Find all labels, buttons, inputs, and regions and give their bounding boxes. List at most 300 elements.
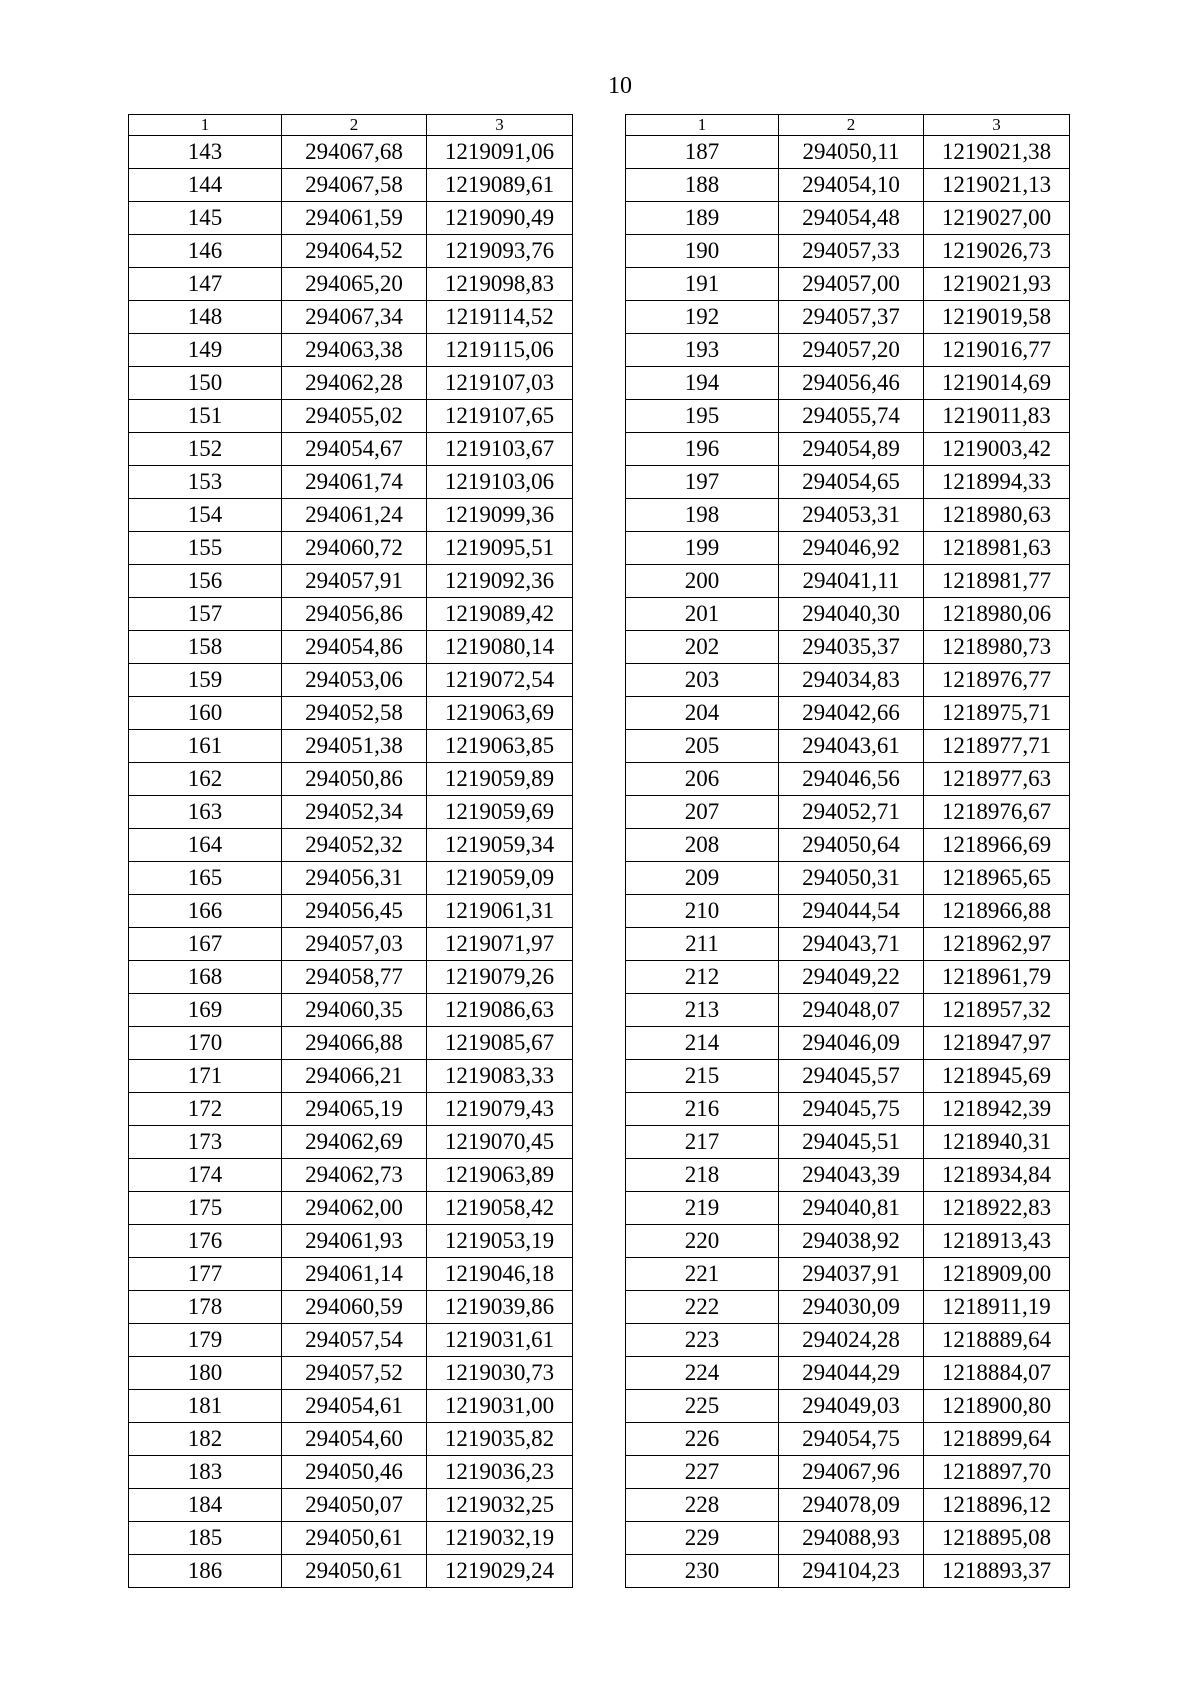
point-number-cell: 193 <box>626 334 779 367</box>
x-coordinate-cell: 294040,81 <box>779 1192 924 1225</box>
point-number-cell: 214 <box>626 1027 779 1060</box>
y-coordinate-cell: 1219095,51 <box>427 532 573 565</box>
point-number-cell: 199 <box>626 532 779 565</box>
table-row <box>129 1159 573 1192</box>
x-coordinate-cell: 294030,09 <box>779 1291 924 1324</box>
x-coordinate-cell: 294050,86 <box>282 763 427 796</box>
y-coordinate-cell: 1219090,49 <box>427 202 573 235</box>
x-coordinate-cell: 294024,28 <box>779 1324 924 1357</box>
table-row <box>129 829 573 862</box>
x-coordinate-cell: 294063,38 <box>282 334 427 367</box>
table-header-row <box>129 115 573 136</box>
x-coordinate-cell: 294067,34 <box>282 301 427 334</box>
x-coordinate-cell: 294046,92 <box>779 532 924 565</box>
point-number-cell: 221 <box>626 1258 779 1291</box>
y-coordinate-cell: 1219019,58 <box>924 301 1070 334</box>
y-coordinate-cell: 1218889,64 <box>924 1324 1070 1357</box>
table-row <box>626 136 1070 169</box>
table-row <box>626 829 1070 862</box>
y-coordinate-cell: 1219085,67 <box>427 1027 573 1060</box>
table-row <box>626 268 1070 301</box>
table-row <box>626 202 1070 235</box>
x-coordinate-cell: 294056,31 <box>282 862 427 895</box>
table-row <box>129 565 573 598</box>
x-coordinate-cell: 294055,74 <box>779 400 924 433</box>
y-coordinate-cell: 1218994,33 <box>924 466 1070 499</box>
x-coordinate-cell: 294034,83 <box>779 664 924 697</box>
table-row <box>129 1423 573 1456</box>
point-number-cell: 210 <box>626 895 779 928</box>
y-coordinate-cell: 1218961,79 <box>924 961 1070 994</box>
table-row <box>129 466 573 499</box>
table-row <box>626 928 1070 961</box>
table-row <box>129 367 573 400</box>
point-number-cell: 220 <box>626 1225 779 1258</box>
point-number-cell: 177 <box>129 1258 282 1291</box>
table-row <box>626 1423 1070 1456</box>
point-number-cell: 215 <box>626 1060 779 1093</box>
table-row <box>626 1555 1070 1588</box>
x-coordinate-cell: 294067,68 <box>282 136 427 169</box>
y-coordinate-cell: 1218965,65 <box>924 862 1070 895</box>
y-coordinate-cell: 1219021,13 <box>924 169 1070 202</box>
x-coordinate-cell: 294052,58 <box>282 697 427 730</box>
table-row <box>129 1489 573 1522</box>
y-coordinate-cell: 1218981,63 <box>924 532 1070 565</box>
x-coordinate-cell: 294055,02 <box>282 400 427 433</box>
point-number-cell: 219 <box>626 1192 779 1225</box>
y-coordinate-cell: 1219021,93 <box>924 268 1070 301</box>
x-coordinate-cell: 294104,23 <box>779 1555 924 1588</box>
y-coordinate-cell: 1218980,73 <box>924 631 1070 664</box>
x-coordinate-cell: 294064,52 <box>282 235 427 268</box>
table-row <box>626 862 1070 895</box>
point-number-cell: 171 <box>129 1060 282 1093</box>
table-row <box>626 1324 1070 1357</box>
x-coordinate-cell: 294040,30 <box>779 598 924 631</box>
point-number-cell: 209 <box>626 862 779 895</box>
y-coordinate-cell: 1218976,67 <box>924 796 1070 829</box>
table-row <box>626 763 1070 796</box>
table-row <box>626 1225 1070 1258</box>
table-row <box>626 697 1070 730</box>
y-coordinate-cell: 1218911,19 <box>924 1291 1070 1324</box>
y-coordinate-cell: 1219107,03 <box>427 367 573 400</box>
y-coordinate-cell: 1219059,69 <box>427 796 573 829</box>
point-number-cell: 187 <box>626 136 779 169</box>
y-coordinate-cell: 1219114,52 <box>427 301 573 334</box>
point-number-cell: 201 <box>626 598 779 631</box>
point-number-cell: 143 <box>129 136 282 169</box>
y-coordinate-cell: 1218945,69 <box>924 1060 1070 1093</box>
point-number-cell: 227 <box>626 1456 779 1489</box>
x-coordinate-cell: 294050,64 <box>779 829 924 862</box>
y-coordinate-cell: 1219011,83 <box>924 400 1070 433</box>
point-number-cell: 147 <box>129 268 282 301</box>
y-coordinate-cell: 1218980,06 <box>924 598 1070 631</box>
x-coordinate-cell: 294045,51 <box>779 1126 924 1159</box>
column-header-1: 1 <box>626 115 779 136</box>
point-number-cell: 189 <box>626 202 779 235</box>
y-coordinate-cell: 1219003,42 <box>924 433 1070 466</box>
point-number-cell: 162 <box>129 763 282 796</box>
x-coordinate-cell: 294057,37 <box>779 301 924 334</box>
x-coordinate-cell: 294054,60 <box>282 1423 427 1456</box>
point-number-cell: 217 <box>626 1126 779 1159</box>
point-number-cell: 225 <box>626 1390 779 1423</box>
point-number-cell: 213 <box>626 994 779 1027</box>
point-number-cell: 172 <box>129 1093 282 1126</box>
table-row <box>626 1159 1070 1192</box>
table-row <box>626 1291 1070 1324</box>
point-number-cell: 195 <box>626 400 779 433</box>
table-row <box>129 1027 573 1060</box>
x-coordinate-cell: 294062,00 <box>282 1192 427 1225</box>
x-coordinate-cell: 294061,74 <box>282 466 427 499</box>
table-row <box>626 994 1070 1027</box>
y-coordinate-cell: 1218975,71 <box>924 697 1070 730</box>
point-number-cell: 183 <box>129 1456 282 1489</box>
y-coordinate-cell: 1219035,82 <box>427 1423 573 1456</box>
x-coordinate-cell: 294066,21 <box>282 1060 427 1093</box>
point-number-cell: 169 <box>129 994 282 1027</box>
table-row <box>626 301 1070 334</box>
y-coordinate-cell: 1218977,63 <box>924 763 1070 796</box>
y-coordinate-cell: 1219026,73 <box>924 235 1070 268</box>
x-coordinate-cell: 294050,11 <box>779 136 924 169</box>
table-row <box>129 532 573 565</box>
table-row <box>129 631 573 664</box>
table-row <box>626 1126 1070 1159</box>
y-coordinate-cell: 1218977,71 <box>924 730 1070 763</box>
y-coordinate-cell: 1219063,89 <box>427 1159 573 1192</box>
y-coordinate-cell: 1218895,08 <box>924 1522 1070 1555</box>
point-number-cell: 186 <box>129 1555 282 1588</box>
table-row <box>129 235 573 268</box>
table-row <box>129 1093 573 1126</box>
table-row <box>129 1324 573 1357</box>
x-coordinate-cell: 294053,31 <box>779 499 924 532</box>
y-coordinate-cell: 1219093,76 <box>427 235 573 268</box>
point-number-cell: 200 <box>626 565 779 598</box>
table-row <box>129 136 573 169</box>
y-coordinate-cell: 1218934,84 <box>924 1159 1070 1192</box>
point-number-cell: 180 <box>129 1357 282 1390</box>
y-coordinate-cell: 1219039,86 <box>427 1291 573 1324</box>
column-header-3: 3 <box>427 115 573 136</box>
x-coordinate-cell: 294045,57 <box>779 1060 924 1093</box>
x-coordinate-cell: 294060,35 <box>282 994 427 1027</box>
point-number-cell: 212 <box>626 961 779 994</box>
point-number-cell: 148 <box>129 301 282 334</box>
y-coordinate-cell: 1219059,89 <box>427 763 573 796</box>
point-number-cell: 176 <box>129 1225 282 1258</box>
point-number-cell: 184 <box>129 1489 282 1522</box>
table-row <box>129 1126 573 1159</box>
y-coordinate-cell: 1219036,23 <box>427 1456 573 1489</box>
x-coordinate-cell: 294053,06 <box>282 664 427 697</box>
table-row <box>129 862 573 895</box>
y-coordinate-cell: 1219030,73 <box>427 1357 573 1390</box>
y-coordinate-cell: 1219091,06 <box>427 136 573 169</box>
table-row <box>129 895 573 928</box>
y-coordinate-cell: 1218947,97 <box>924 1027 1070 1060</box>
table-row <box>129 664 573 697</box>
y-coordinate-cell: 1219086,63 <box>427 994 573 1027</box>
y-coordinate-cell: 1219098,83 <box>427 268 573 301</box>
point-number-cell: 206 <box>626 763 779 796</box>
table-row <box>129 697 573 730</box>
y-coordinate-cell: 1219046,18 <box>427 1258 573 1291</box>
x-coordinate-cell: 294056,86 <box>282 598 427 631</box>
x-coordinate-cell: 294057,00 <box>779 268 924 301</box>
y-coordinate-cell: 1219099,36 <box>427 499 573 532</box>
y-coordinate-cell: 1218940,31 <box>924 1126 1070 1159</box>
x-coordinate-cell: 294050,61 <box>282 1522 427 1555</box>
x-coordinate-cell: 294037,91 <box>779 1258 924 1291</box>
x-coordinate-cell: 294050,61 <box>282 1555 427 1588</box>
y-coordinate-cell: 1219103,06 <box>427 466 573 499</box>
column-header-3: 3 <box>924 115 1070 136</box>
y-coordinate-cell: 1218896,12 <box>924 1489 1070 1522</box>
point-number-cell: 170 <box>129 1027 282 1060</box>
point-number-cell: 216 <box>626 1093 779 1126</box>
x-coordinate-cell: 294060,59 <box>282 1291 427 1324</box>
point-number-cell: 151 <box>129 400 282 433</box>
y-coordinate-cell: 1218893,37 <box>924 1555 1070 1588</box>
y-coordinate-cell: 1219092,36 <box>427 565 573 598</box>
table-row <box>129 1555 573 1588</box>
point-number-cell: 207 <box>626 796 779 829</box>
table-row <box>626 433 1070 466</box>
y-coordinate-cell: 1219053,19 <box>427 1225 573 1258</box>
x-coordinate-cell: 294057,52 <box>282 1357 427 1390</box>
x-coordinate-cell: 294057,91 <box>282 565 427 598</box>
point-number-cell: 194 <box>626 367 779 400</box>
table-row <box>129 598 573 631</box>
y-coordinate-cell: 1218884,07 <box>924 1357 1070 1390</box>
table-row <box>626 598 1070 631</box>
point-number-cell: 198 <box>626 499 779 532</box>
point-number-cell: 179 <box>129 1324 282 1357</box>
y-coordinate-cell: 1219061,31 <box>427 895 573 928</box>
table-row <box>626 631 1070 664</box>
point-number-cell: 202 <box>626 631 779 664</box>
y-coordinate-cell: 1218980,63 <box>924 499 1070 532</box>
x-coordinate-cell: 294066,88 <box>282 1027 427 1060</box>
x-coordinate-cell: 294052,34 <box>282 796 427 829</box>
x-coordinate-cell: 294065,20 <box>282 268 427 301</box>
table-row <box>626 235 1070 268</box>
x-coordinate-cell: 294057,54 <box>282 1324 427 1357</box>
x-coordinate-cell: 294056,45 <box>282 895 427 928</box>
table-row <box>129 169 573 202</box>
point-number-cell: 182 <box>129 1423 282 1456</box>
y-coordinate-cell: 1219103,67 <box>427 433 573 466</box>
table-row <box>129 1357 573 1390</box>
table-row <box>129 763 573 796</box>
x-coordinate-cell: 294043,71 <box>779 928 924 961</box>
table-row <box>129 1225 573 1258</box>
table-row <box>129 202 573 235</box>
point-number-cell: 228 <box>626 1489 779 1522</box>
y-coordinate-cell: 1219063,85 <box>427 730 573 763</box>
point-number-cell: 197 <box>626 466 779 499</box>
x-coordinate-cell: 294054,89 <box>779 433 924 466</box>
table-row <box>129 796 573 829</box>
table-row <box>626 499 1070 532</box>
x-coordinate-cell: 294052,71 <box>779 796 924 829</box>
x-coordinate-cell: 294058,77 <box>282 961 427 994</box>
table-row <box>626 367 1070 400</box>
x-coordinate-cell: 294088,93 <box>779 1522 924 1555</box>
point-number-cell: 157 <box>129 598 282 631</box>
point-number-cell: 230 <box>626 1555 779 1588</box>
column-header-1: 1 <box>129 115 282 136</box>
x-coordinate-cell: 294057,03 <box>282 928 427 961</box>
x-coordinate-cell: 294078,09 <box>779 1489 924 1522</box>
point-number-cell: 204 <box>626 697 779 730</box>
point-number-cell: 205 <box>626 730 779 763</box>
y-coordinate-cell: 1219016,77 <box>924 334 1070 367</box>
table-row <box>129 1522 573 1555</box>
table-row <box>129 1258 573 1291</box>
point-number-cell: 208 <box>626 829 779 862</box>
x-coordinate-cell: 294046,09 <box>779 1027 924 1060</box>
point-number-cell: 218 <box>626 1159 779 1192</box>
table-header-row <box>626 115 1070 136</box>
point-number-cell: 161 <box>129 730 282 763</box>
x-coordinate-cell: 294060,72 <box>282 532 427 565</box>
x-coordinate-cell: 294061,93 <box>282 1225 427 1258</box>
table-row <box>129 1456 573 1489</box>
x-coordinate-cell: 294062,28 <box>282 367 427 400</box>
point-number-cell: 223 <box>626 1324 779 1357</box>
x-coordinate-cell: 294043,61 <box>779 730 924 763</box>
x-coordinate-cell: 294042,66 <box>779 697 924 730</box>
table-row <box>626 730 1070 763</box>
table-row <box>626 961 1070 994</box>
x-coordinate-cell: 294045,75 <box>779 1093 924 1126</box>
column-header-2: 2 <box>779 115 924 136</box>
y-coordinate-cell: 1218897,70 <box>924 1456 1070 1489</box>
y-coordinate-cell: 1219072,54 <box>427 664 573 697</box>
y-coordinate-cell: 1219031,61 <box>427 1324 573 1357</box>
x-coordinate-cell: 294054,48 <box>779 202 924 235</box>
x-coordinate-cell: 294054,75 <box>779 1423 924 1456</box>
table-row <box>129 1291 573 1324</box>
point-number-cell: 154 <box>129 499 282 532</box>
point-number-cell: 164 <box>129 829 282 862</box>
y-coordinate-cell: 1219080,14 <box>427 631 573 664</box>
y-coordinate-cell: 1218966,69 <box>924 829 1070 862</box>
y-coordinate-cell: 1218966,88 <box>924 895 1070 928</box>
y-coordinate-cell: 1219014,69 <box>924 367 1070 400</box>
x-coordinate-cell: 294061,24 <box>282 499 427 532</box>
table-row <box>626 565 1070 598</box>
table-row <box>626 1192 1070 1225</box>
y-coordinate-cell: 1219029,24 <box>427 1555 573 1588</box>
x-coordinate-cell: 294035,37 <box>779 631 924 664</box>
y-coordinate-cell: 1218962,97 <box>924 928 1070 961</box>
table-row <box>129 1192 573 1225</box>
x-coordinate-cell: 294061,14 <box>282 1258 427 1291</box>
x-coordinate-cell: 294054,67 <box>282 433 427 466</box>
table-row <box>626 1456 1070 1489</box>
y-coordinate-cell: 1219071,97 <box>427 928 573 961</box>
y-coordinate-cell: 1219115,06 <box>427 334 573 367</box>
y-coordinate-cell: 1219089,61 <box>427 169 573 202</box>
table-row <box>129 433 573 466</box>
x-coordinate-cell: 294054,86 <box>282 631 427 664</box>
y-coordinate-cell: 1218981,77 <box>924 565 1070 598</box>
table-row <box>129 400 573 433</box>
table-row <box>626 895 1070 928</box>
column-header-2: 2 <box>282 115 427 136</box>
table-row <box>626 1258 1070 1291</box>
x-coordinate-cell: 294038,92 <box>779 1225 924 1258</box>
point-number-cell: 226 <box>626 1423 779 1456</box>
point-number-cell: 163 <box>129 796 282 829</box>
x-coordinate-cell: 294057,33 <box>779 235 924 268</box>
table-row <box>129 1390 573 1423</box>
table-row <box>626 1357 1070 1390</box>
point-number-cell: 156 <box>129 565 282 598</box>
x-coordinate-cell: 294065,19 <box>282 1093 427 1126</box>
y-coordinate-cell: 1219058,42 <box>427 1192 573 1225</box>
table-row <box>626 334 1070 367</box>
point-number-cell: 155 <box>129 532 282 565</box>
x-coordinate-cell: 294057,20 <box>779 334 924 367</box>
x-coordinate-cell: 294054,61 <box>282 1390 427 1423</box>
point-number-cell: 149 <box>129 334 282 367</box>
x-coordinate-cell: 294050,46 <box>282 1456 427 1489</box>
y-coordinate-cell: 1219079,26 <box>427 961 573 994</box>
x-coordinate-cell: 294054,10 <box>779 169 924 202</box>
y-coordinate-cell: 1219059,34 <box>427 829 573 862</box>
y-coordinate-cell: 1219083,33 <box>427 1060 573 1093</box>
y-coordinate-cell: 1218913,43 <box>924 1225 1070 1258</box>
point-number-cell: 190 <box>626 235 779 268</box>
x-coordinate-cell: 294041,11 <box>779 565 924 598</box>
point-number-cell: 166 <box>129 895 282 928</box>
y-coordinate-cell: 1219063,69 <box>427 697 573 730</box>
y-coordinate-cell: 1218909,00 <box>924 1258 1070 1291</box>
point-number-cell: 160 <box>129 697 282 730</box>
x-coordinate-cell: 294048,07 <box>779 994 924 1027</box>
table-row <box>129 268 573 301</box>
point-number-cell: 152 <box>129 433 282 466</box>
point-number-cell: 178 <box>129 1291 282 1324</box>
point-number-cell: 196 <box>626 433 779 466</box>
table-row <box>626 532 1070 565</box>
y-coordinate-cell: 1219032,19 <box>427 1522 573 1555</box>
y-coordinate-cell: 1219031,00 <box>427 1390 573 1423</box>
point-number-cell: 173 <box>129 1126 282 1159</box>
table-row <box>626 664 1070 697</box>
page-number: 10 <box>608 73 632 99</box>
y-coordinate-cell: 1218942,39 <box>924 1093 1070 1126</box>
x-coordinate-cell: 294044,29 <box>779 1357 924 1390</box>
table-row <box>129 730 573 763</box>
table-row <box>626 1060 1070 1093</box>
x-coordinate-cell: 294050,07 <box>282 1489 427 1522</box>
point-number-cell: 159 <box>129 664 282 697</box>
table-row <box>626 1027 1070 1060</box>
point-number-cell: 224 <box>626 1357 779 1390</box>
point-number-cell: 222 <box>626 1291 779 1324</box>
y-coordinate-cell: 1218922,83 <box>924 1192 1070 1225</box>
